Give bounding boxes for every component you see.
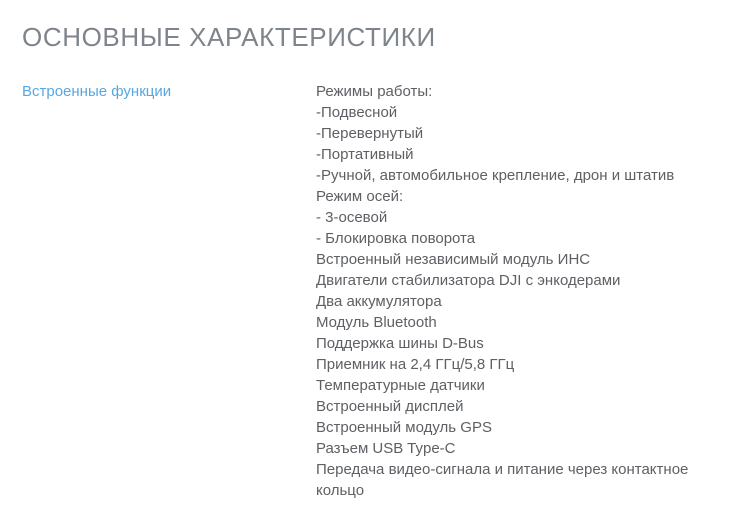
spec-value-line: -Перевернутый	[316, 125, 424, 142]
spec-value-line: Двигатели стабилизатора DJI с энкодерами	[316, 272, 621, 289]
spec-value-line: Два аккумулятора	[316, 293, 442, 310]
spec-label-link[interactable]: Встроенные функции	[22, 83, 172, 100]
spec-value-line: - 3-осевой	[316, 209, 388, 226]
spec-value-line: Встроенный независимый модуль ИНС	[316, 251, 591, 268]
spec-value-line: Передача видео-сигнала и питание через контактное кольцо	[316, 461, 689, 499]
section-title: ОСНОВНЫЕ ХАРАКТЕРИСТИКИ	[22, 22, 436, 52]
spec-value-line: -Портативный	[316, 146, 414, 163]
spec-value-line: - Блокировка поворота	[316, 230, 476, 247]
spec-value-line: Режимы работы:	[316, 83, 433, 100]
spec-value-line: Температурные датчики	[316, 377, 485, 394]
spec-value-line: Встроенный модуль GPS	[316, 419, 492, 436]
spec-value-line: Режим осей:	[316, 188, 404, 205]
spec-value-line: Приемник на 2,4 ГГц/5,8 ГГц	[316, 356, 515, 373]
spec-value-line: Разъем USB Type-C	[316, 440, 456, 457]
spec-row-built-in-functions	[22, 81, 716, 501]
spec-value-line: Поддержка шины D-Bus	[316, 335, 484, 352]
spec-value-line: -Ручной, автомобильное крепление, дрон и штатив	[316, 167, 675, 184]
spec-value-line: Модуль Bluetooth	[316, 314, 437, 331]
spec-value-line: -Подвесной	[316, 104, 398, 121]
spec-value	[316, 81, 712, 501]
spec-value-line: Встроенный дисплей	[316, 398, 464, 415]
